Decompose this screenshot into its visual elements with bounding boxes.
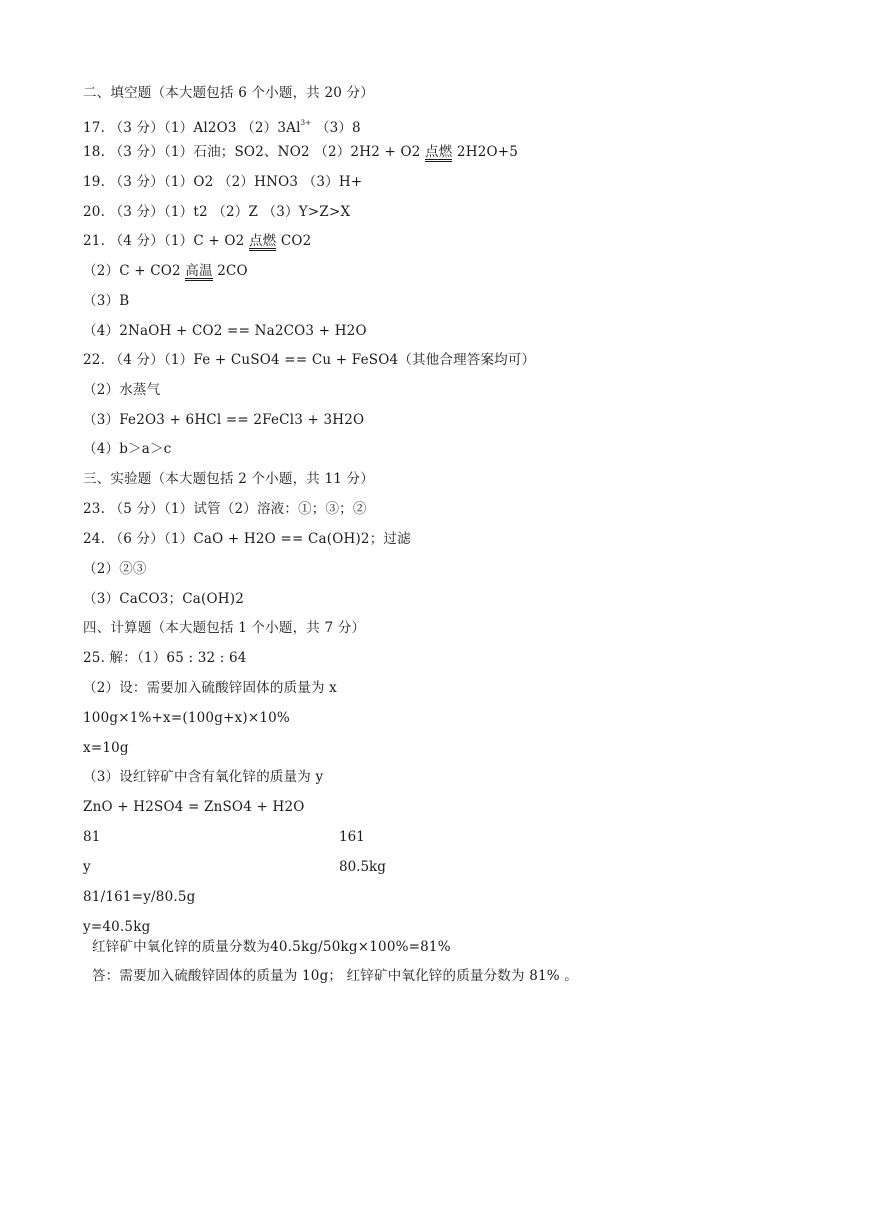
answer-18-product: 2H2O+5 [452,144,519,160]
answer-21-text: 21. （4 分）（1）C + O2 [83,233,249,249]
answer-22-part3: （3）Fe2O3 + 6HCl == 2FeCl3 + 3H2O [83,412,365,428]
answer-21 [83,232,311,251]
answer-21-part2-text: （2）C + CO2 [83,263,186,279]
mass-fraction-line: 红锌矿中氧化锌的质量分数为40.5kg/50kg×100%=81% [92,939,451,955]
answer-22-part2: （2）水蒸气 [83,382,161,398]
reaction-condition-ignite: 点燃 [248,233,277,249]
answer-24-part3: （3）CaCO3；Ca(OH)2 [83,591,244,607]
answer-22: 22. （4 分）（1）Fe + CuSO4 == Cu + FeSO4（其他合理答案均可） [83,352,536,368]
answer-21-part4: （4）2NaOH + CO2 == Na2CO3 + H2O [83,323,367,339]
section-heading-calculation: 四、计算题（本大题包括 1 个小题，共 7 分） [83,620,366,636]
section-heading-fill-in: 二、填空题（本大题包括 6 个小题，共 20 分） [83,85,374,101]
answer-21-product: CO2 [276,233,312,249]
answer-23: 23. （5 分）（1）试管（2）溶液：①；③；② [83,501,367,517]
answer-19: 19. （3 分）（1）O2 （2）HNO3 （3）H+ [83,174,363,190]
answer-25: 25. 解：（1）65 : 32 : 64 [83,650,247,666]
reaction-condition-ignite: 点燃 [425,144,453,160]
proportion-line: 81/161=y/80.5g [83,889,196,905]
molar-mass-znso4: 161 [339,829,365,845]
answer-17-part3: （3）8 [311,120,361,136]
unknown-y: y [83,859,91,875]
answer-21-part3: （3）B [83,293,130,309]
answer-17-text: 17. （3 分）（1）Al2O3 （2）3Al [83,120,301,136]
charge-superscript: 3+ [300,119,312,127]
equation-line: 100g×1%+x=(100g+x)×10% [83,710,290,726]
reaction-condition-high-temp: 高温 [185,263,213,279]
result-x: x=10g [83,740,129,756]
answer-25-part2: （2）设：需要加入硫酸锌固体的质量为 x [83,680,337,696]
answer-20: 20. （3 分）（1）t2 （2）Z （3）Y>Z>X [83,204,351,220]
answer-24: 24. （6 分）（1）CaO + H2O == Ca(OH)2；过滤 [83,531,411,547]
reaction-equation: ZnO + H2SO4 = ZnSO4 + H2O [83,799,305,815]
answer-18-text: 18. （3 分）（1）石油；SO2、NO2 （2）2H2 + O2 [83,144,426,160]
answer-18 [83,143,518,162]
mass-znso4: 80.5kg [339,859,386,875]
answer-25-part3: （3）设红锌矿中含有氧化锌的质量为 y [83,769,324,785]
section-heading-experiment: 三、实验题（本大题包括 2 个小题，共 11 分） [83,471,374,487]
answer-17 [83,114,361,137]
answer-24-part2: （2）②③ [83,561,147,577]
final-answer: 答：需要加入硫酸锌固体的质量为 10g； 红锌矿中氧化锌的质量分数为 81% 。 [92,968,578,984]
result-y: y=40.5kg [83,919,151,935]
answer-21-part2-product: 2CO [212,263,248,279]
molar-mass-zno: 81 [83,829,101,845]
answer-22-part4: （4）b＞a＞c [83,441,172,457]
answer-21-part2 [83,262,248,281]
